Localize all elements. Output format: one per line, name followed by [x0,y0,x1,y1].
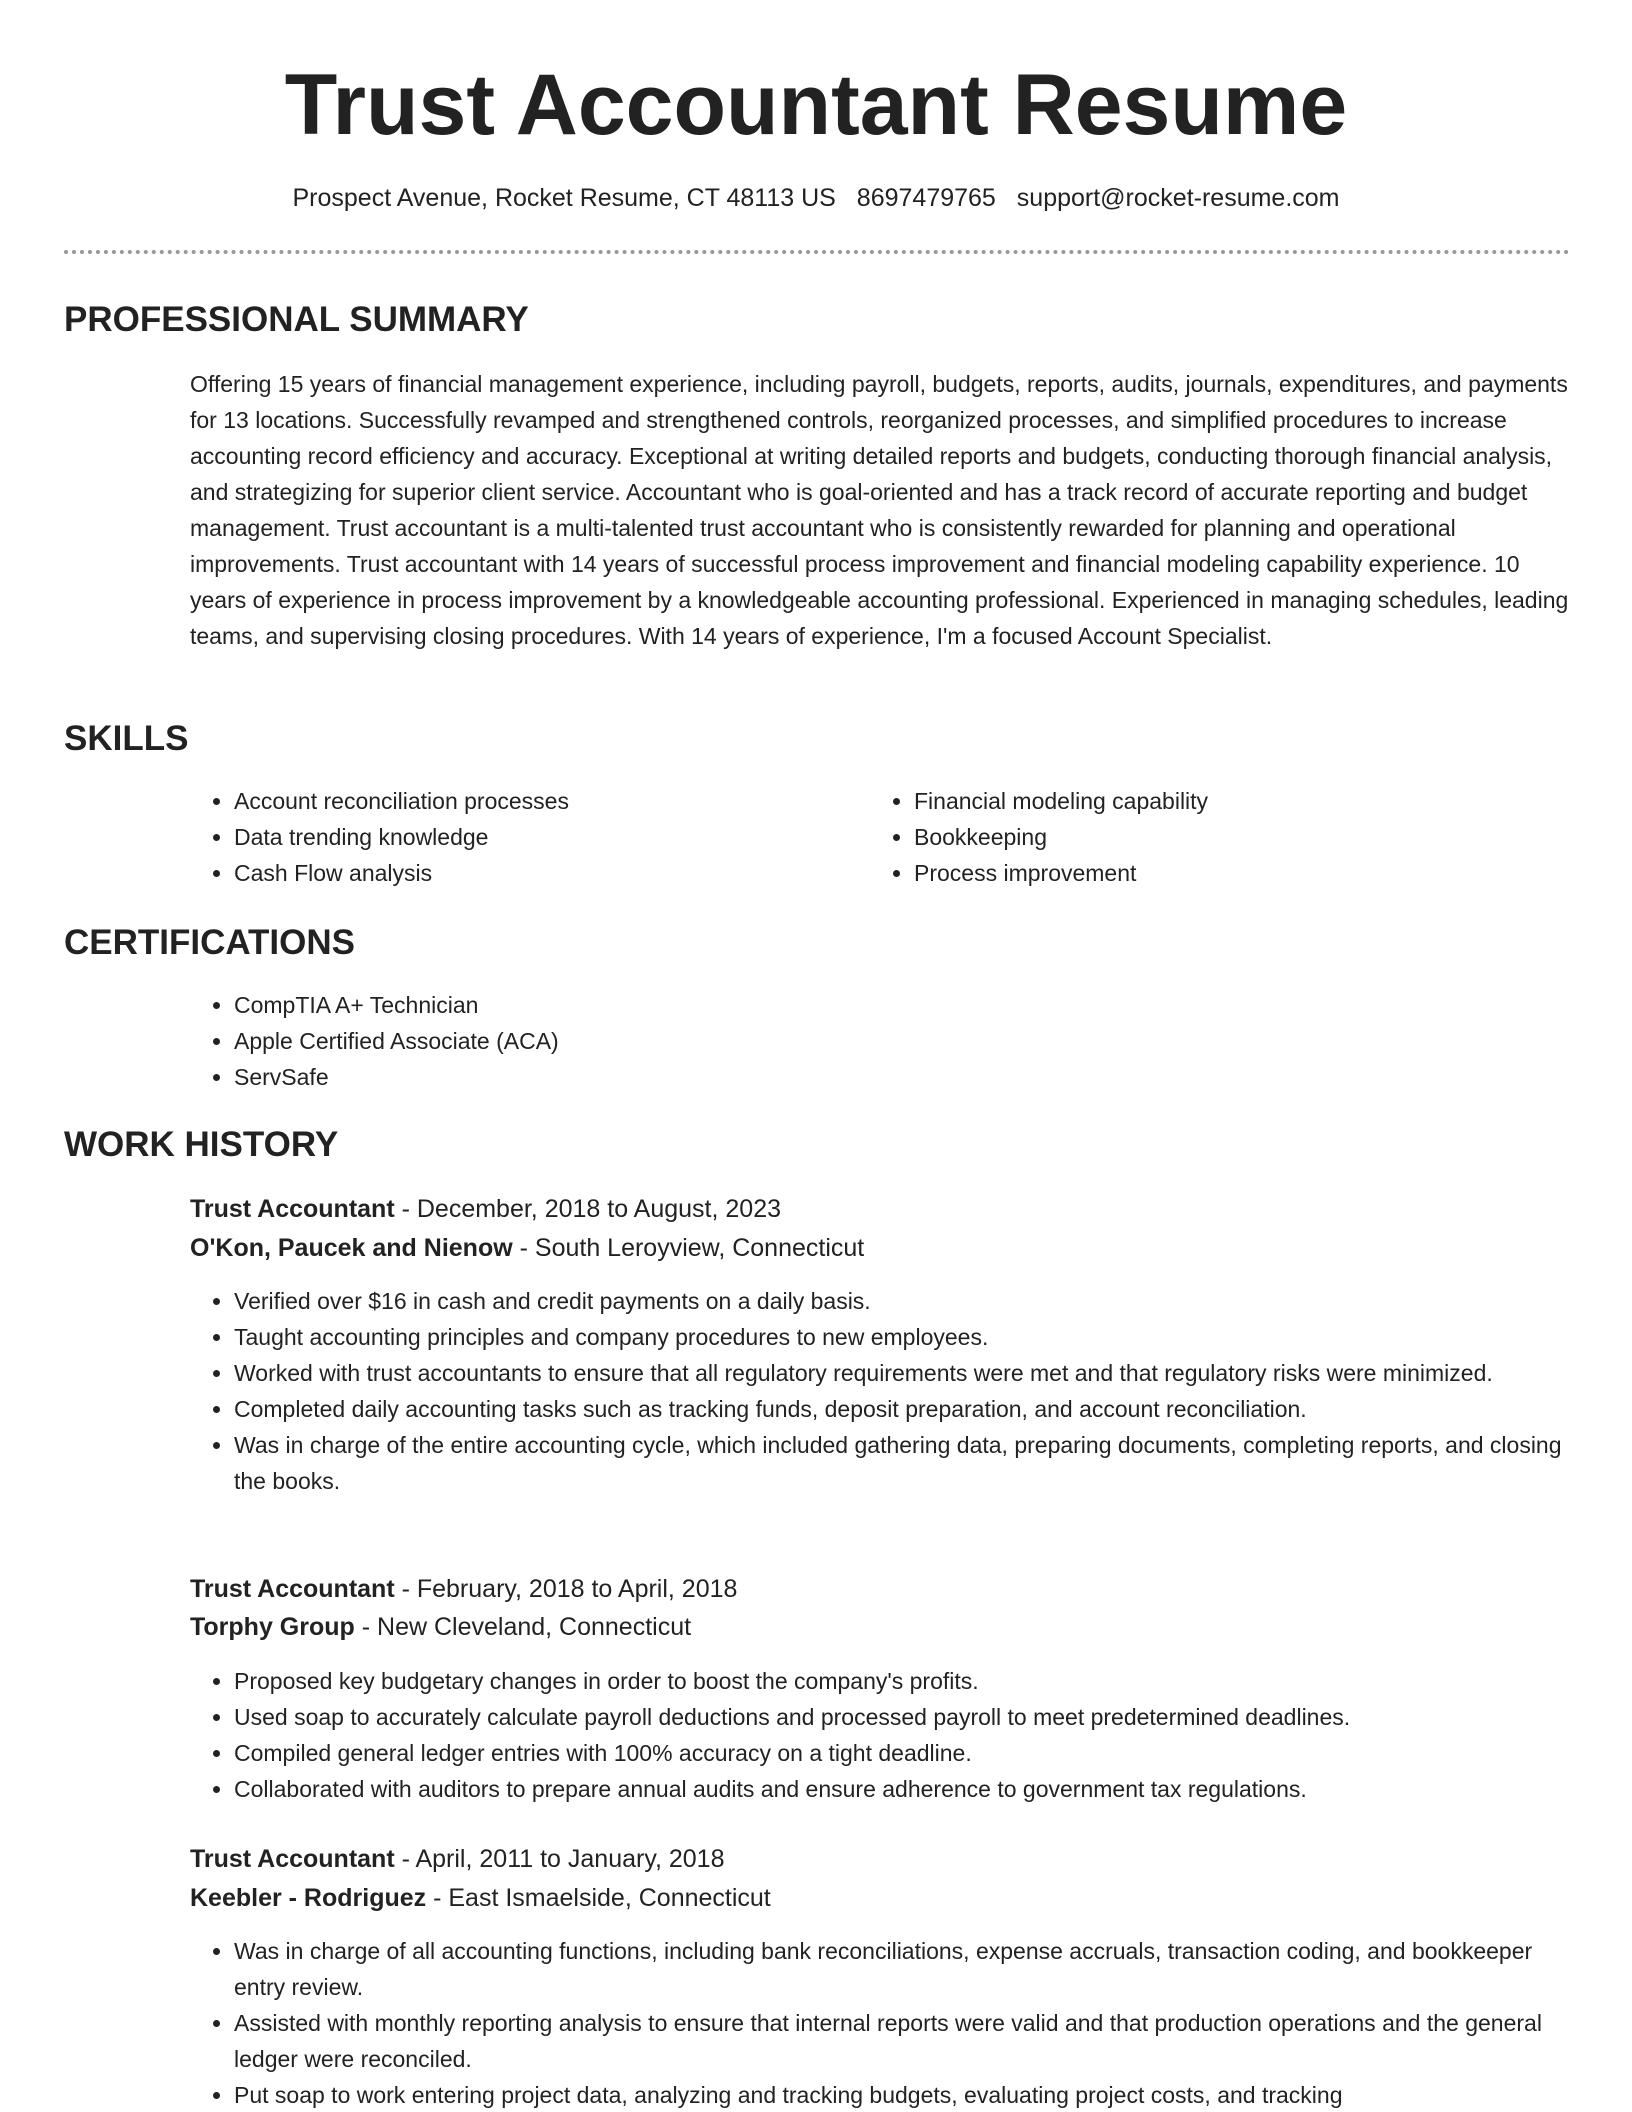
job-company-line [190,1879,771,1917]
job-bullet: • Proposed key budgetary changes in order to boost the company's profits. [234,1663,1614,1699]
job-bullet: • Verified over $16 in cash and credit payments on a daily basis. [234,1283,1574,1319]
job-title-line [190,1840,724,1878]
resume-title: Trust Accountant Resume [284,57,1348,153]
job-company-line [190,1229,864,1267]
certification-item: • CompTIA A+ Technician [234,987,1234,1023]
certification-item: • Apple Certified Associate (ACA) [234,1023,1234,1059]
skill-item: • Bookkeeping [914,819,1534,855]
summary-text: Offering 15 years of financial management experience, including payroll, budgets, reports, audits, journals, expenditures, and payments for 13 locations. Successfully revamped and strengthened controls, reorganized processes, and simplified procedures to increase accounting record efficiency and accuracy. Exceptional at writing detailed reports and budgets, conducting thorough financial analysis, and strategizing for superior client service. Accountant who is goal-oriented and has a track record of accurate reporting and budget management. Trust accountant is a multi-talented trust accountant who is consistently rewarded for planning and operational improvements. Trust accountant with 14 years of successful process improvement and financial modeling capability experience. 10 years of experience in process improvement by a knowledgeable accounting professional. Experienced in managing schedules, leading teams, and supervising closing procedures. With 14 years of experience, I'm a focused Account Specialist. [190,371,1569,649]
job-bullets [190,1663,1614,1807]
job-bullet: • Completed daily accounting tasks such as tracking funds, deposit preparation, and account reconciliation. [234,1391,1574,1427]
job-title: Trust Accountant [190,1575,395,1603]
job-bullet: • Compiled general ledger entries with 100% accuracy on a tight deadline. [234,1735,1614,1771]
certification-item: • ServSafe [234,1059,1234,1095]
contact-email: support@rocket-resume.com [1016,184,1340,212]
job-company: O'Kon, Paucek and Nienow [190,1234,513,1262]
job-title-line [190,1570,737,1608]
job-bullets [190,1283,1574,1499]
skills-list-right [870,783,1534,891]
job-bullet: • Assisted with monthly reporting analysis to ensure that internal reports were valid and that production operations and the general ledger were reconciled. [234,2005,1574,2077]
skills-heading: SKILLS [64,719,189,758]
job-bullet: • Was in charge of all accounting functions, including bank reconciliations, expense accruals, transaction coding, and bookkeeper entry review. [234,1933,1574,2005]
job-title-line [190,1190,781,1228]
contact-line [0,180,1632,216]
job-bullet: • Collaborated with auditors to prepare annual audits and ensure adherence to government tax regulations. [234,1771,1614,1807]
job-bullets [190,1933,1574,2112]
job-title: Trust Accountant [190,1845,395,1873]
job-company: Keebler - Rodriguez [190,1884,427,1912]
job-location: - South Leroyview, Connecticut [512,1234,865,1262]
job-company-line [190,1608,691,1646]
skill-item: • Account reconciliation processes [234,783,854,819]
job-bullet: • Worked with trust accountants to ensure that all regulatory requirements were met and that regulatory risks were minimized. [234,1355,1574,1391]
skill-item: • Process improvement [914,855,1534,891]
job-dates: - April, 2011 to January, 2018 [394,1845,725,1873]
certifications-heading: CERTIFICATIONS [64,923,356,962]
skills-list-left [190,783,854,891]
job-dates: - December, 2018 to August, 2023 [394,1195,782,1223]
job-bullet: • Put soap to work entering project data, analyzing and tracking budgets, evaluating project costs, and tracking [234,2077,1574,2112]
job-title: Trust Accountant [190,1195,395,1223]
skill-item: • Data trending knowledge [234,819,854,855]
job-company: Torphy Group [190,1613,355,1641]
job-dates: - February, 2018 to April, 2018 [394,1575,738,1603]
work-history-heading: WORK HISTORY [64,1125,339,1164]
job-location: - East Ismaelside, Connecticut [426,1884,771,1912]
job-location: - New Cleveland, Connecticut [354,1613,692,1641]
job-bullet: • Taught accounting principles and company procedures to new employees. [234,1319,1574,1355]
header-divider [64,250,1570,254]
contact-phone: 8697479765 [856,184,996,212]
contact-address: Prospect Avenue, Rocket Resume, CT 48113 US [292,184,836,212]
skill-item: • Cash Flow analysis [234,855,854,891]
summary-heading: PROFESSIONAL SUMMARY [64,300,529,339]
job-bullet: • Used soap to accurately calculate payroll deductions and processed payroll to meet predetermined deadlines. [234,1699,1614,1735]
certifications-list [190,987,1234,1095]
job-bullet: • Was in charge of the entire accounting cycle, which included gathering data, preparing documents, completing reports, and closing the books. [234,1427,1574,1499]
skill-item: • Financial modeling capability [914,783,1534,819]
